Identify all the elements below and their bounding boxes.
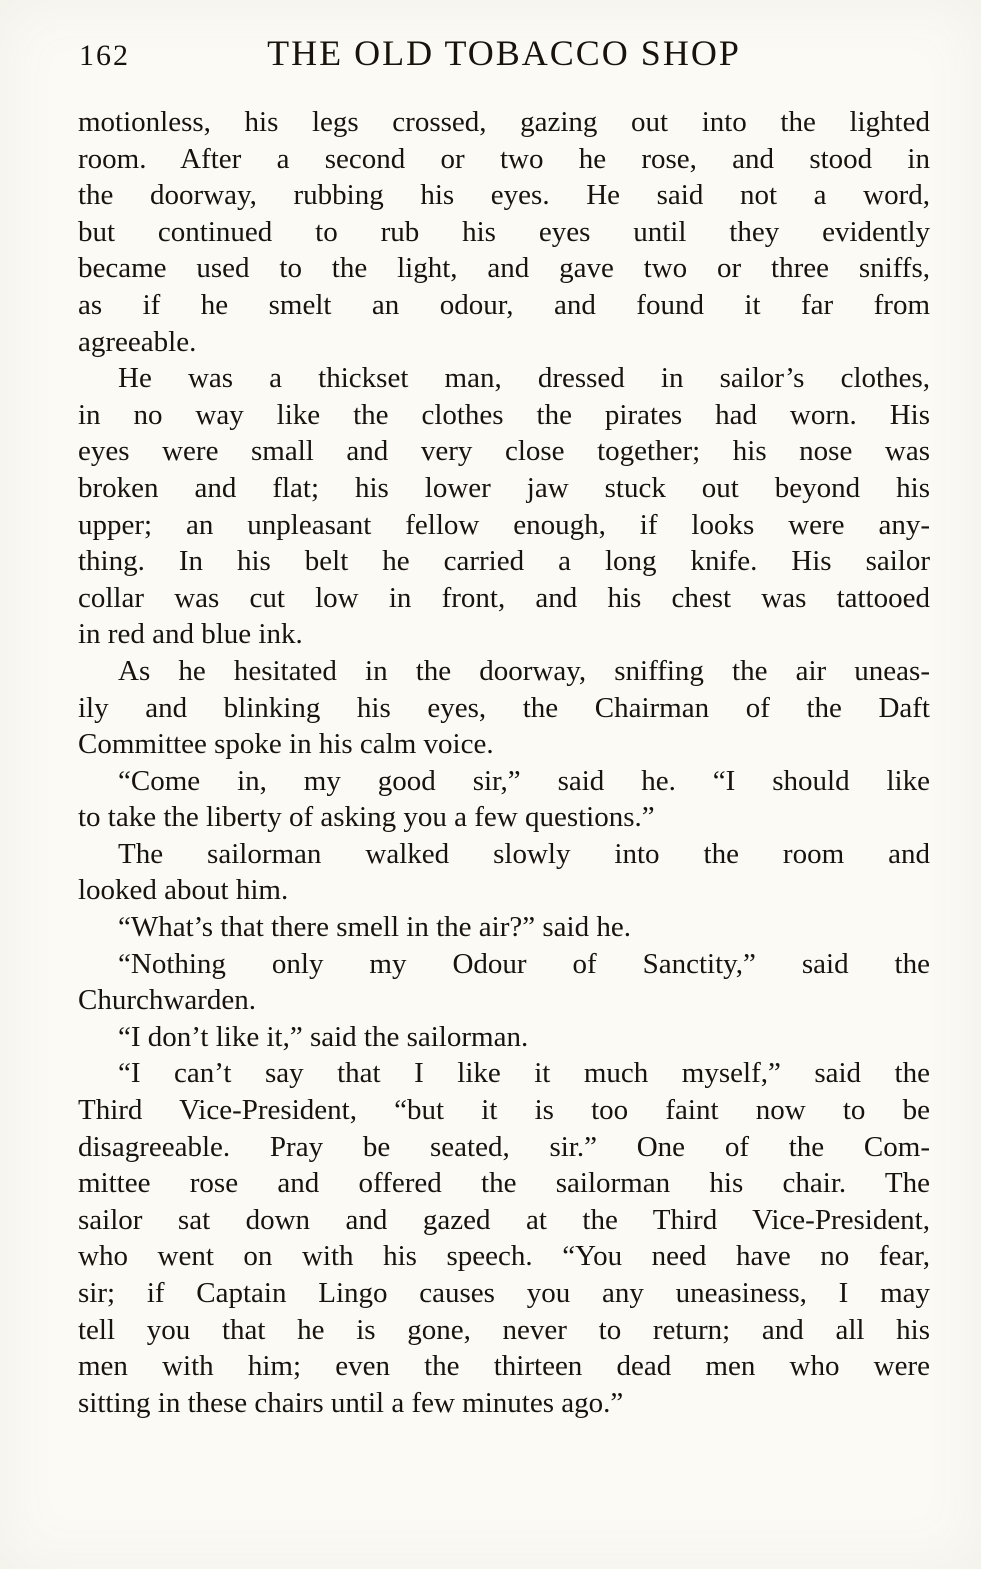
paragraph [78, 836, 930, 909]
text-line: agreeable. [78, 325, 197, 358]
text-line: thing. In his belt he carried a long knife. His sailor [78, 545, 930, 578]
text-line: “I don’t like it,” said the sailorman. [118, 1020, 529, 1053]
text-line: but continued to rub his eyes until they evidently [78, 215, 930, 248]
text-line: in no way like the clothes the pirates had worn. His [78, 398, 930, 431]
text-line: Third Vice-President, “but it is too faint now to be [78, 1094, 930, 1127]
text-line: to take the liberty of asking you a few questions.” [78, 801, 655, 834]
paragraph [78, 763, 930, 836]
text-line: collar was cut low in front, and his chest was tattooed [78, 581, 930, 614]
text-line: “Nothing only my Odour of Sanctity,” said the [118, 947, 930, 980]
page-number: 162 [79, 39, 130, 72]
text-line: looked about him. [78, 874, 289, 907]
text-line: The sailorman walked slowly into the room and [118, 837, 930, 870]
text-line: tell you that he is gone, never to return; and all his [78, 1313, 930, 1346]
text-line: ily and blinking his eyes, the Chairman of the Daft [78, 691, 930, 724]
text-line: room. After a second or two he rose, and stood in [78, 142, 930, 175]
paragraph [78, 360, 930, 653]
text-line: sailor sat down and gazed at the Third Vice-President, [78, 1203, 930, 1236]
text-line: “I can’t say that I like it much myself,” said the [118, 1057, 930, 1090]
paragraph [78, 104, 930, 360]
page-title: THE OLD TOBACCO SHOP [267, 33, 741, 73]
text-line: became used to the light, and gave two or three sniffs, [78, 252, 930, 285]
text-line: in red and blue ink. [78, 618, 303, 651]
paragraph [78, 653, 930, 763]
paragraph [78, 1055, 930, 1421]
text-line: who went on with his speech. “You need have no fear, [78, 1240, 930, 1273]
text-line: as if he smelt an odour, and found it far from [78, 288, 930, 321]
text-line: Churchwarden. [78, 984, 256, 1017]
text-line: mittee rose and offered the sailorman his chair. The [78, 1167, 930, 1200]
paragraph [78, 1019, 930, 1056]
text-line: disagreeable. Pray be seated, sir.” One of the Com- [78, 1130, 930, 1163]
text-line: broken and flat; his lower jaw stuck out beyond his [78, 471, 930, 504]
text-line: He was a thickset man, dressed in sailor’s clothes, [118, 362, 930, 395]
text-line: As he hesitated in the doorway, sniffing the air uneas- [118, 654, 930, 687]
text-line: the doorway, rubbing his eyes. He said not a word, [78, 179, 930, 212]
text-line: sitting in these chairs until a few minutes ago.” [78, 1386, 624, 1419]
page-body [78, 104, 930, 1421]
text-line: eyes were small and very close together; his nose was [78, 435, 930, 468]
text-line: upper; an unpleasant fellow enough, if looks were any- [78, 508, 930, 541]
text-line: motionless, his legs crossed, gazing out into the lighted [78, 106, 930, 138]
text-line: “What’s that there smell in the air?” said he. [118, 911, 631, 944]
text-line: sir; if Captain Lingo causes you any uneasiness, I may [78, 1277, 930, 1309]
text-line: “Come in, my good sir,” said he. “I should like [118, 764, 930, 797]
page-header [78, 30, 930, 78]
paragraph [78, 909, 930, 946]
paragraph [78, 946, 930, 1019]
text-line: Committee spoke in his calm voice. [78, 728, 494, 761]
text-line: men with him; even the thirteen dead men who were [78, 1350, 930, 1383]
